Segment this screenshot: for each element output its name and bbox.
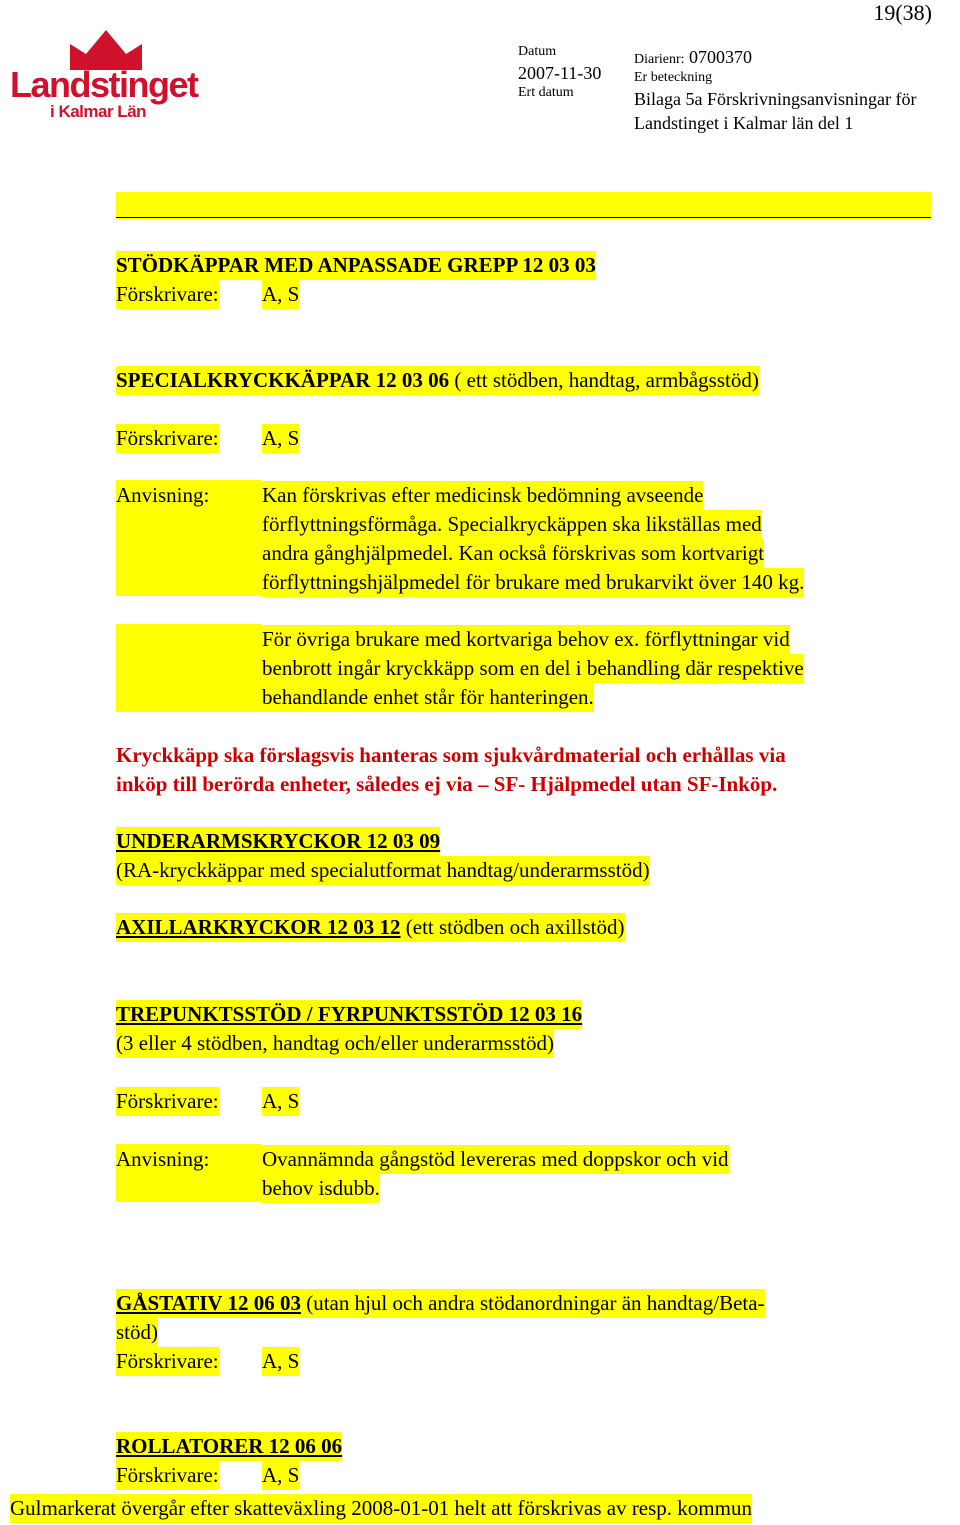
gastativ-heading (116, 1289, 765, 1318)
ert-datum-label: Ert datum (518, 85, 574, 100)
trepunkt-instruction-line: Ovannämnda gångstöd levereras med doppskor och vid (262, 1145, 729, 1174)
underarm-subtitle: (RA-kryckkäppar med specialutformat handtag/underarmsstöd) (116, 856, 650, 885)
special-heading-desc: ( ett stödben, handtag, armbågsstöd) (449, 368, 759, 392)
trepunkt-prescriber-label: Förskrivare: (116, 1087, 219, 1116)
gastativ-prescriber-value: A, S (262, 1347, 299, 1376)
special-instruction-label: Anvisning: (116, 483, 210, 507)
underarm-heading: UNDERARMSKRYCKOR 12 03 09 (116, 827, 440, 856)
stodkappar-prescriber-label: Förskrivare: (116, 280, 219, 309)
datum-label: Datum (518, 44, 557, 59)
gastativ-heading-continued: stöd) (116, 1318, 158, 1347)
page-number: 19(38) (873, 0, 932, 25)
special-note-line: inköp till berörda enheter, således ej via – SF- Hjälpmedel utan SF-Inköp. (116, 772, 778, 796)
special-heading (116, 366, 759, 395)
trepunkt-instruction-label: Anvisning: (116, 1147, 210, 1171)
stodkappar-heading: STÖDKÄPPAR MED ANPASSADE GREPP 12 03 03 (116, 251, 596, 280)
gastativ-heading-desc: (utan hjul och andra stödanordningar än handtag/Beta- (300, 1291, 765, 1315)
top-highlight-bar (116, 192, 931, 219)
special-heading-code: SPECIALKRYCKKÄPPAR 12 03 06 (116, 368, 450, 392)
special-note-line: Kryckkäpp ska förslagsvis hanteras som sjukvårdmaterial och erhållas via (116, 743, 786, 767)
logo-line1: Landstinget (10, 64, 198, 105)
axillar-heading-desc: (ett stödben och axillstöd) (400, 915, 625, 939)
diarienr (634, 45, 752, 72)
logo-line2: i Kalmar Län (50, 102, 147, 121)
special-instruction2-line: benbrott ingår kryckkäpp som en del i behandling där respektive (262, 654, 804, 683)
rollatorer-prescriber-value: A, S (262, 1461, 299, 1490)
top-rule (116, 217, 931, 218)
gastativ-prescriber-label: Förskrivare: (116, 1347, 219, 1376)
gastativ-heading-code: GÅSTATIV 12 06 03 (116, 1291, 301, 1315)
diarienr-value: 0700370 (689, 47, 753, 67)
special-instruction-line: förflyttningsförmåga. Specialkryckäppen ska likställas med (262, 510, 762, 539)
axillar-heading (116, 913, 625, 942)
footer-note: Gulmarkerat övergår efter skatteväxling 2008-01-01 helt att förskrivas av resp. kommun (10, 1494, 752, 1523)
stodkappar-prescriber-value: A, S (262, 280, 299, 309)
trepunkt-heading: TREPUNKTSSTÖD / FYRPUNKTSSTÖD 12 03 16 (116, 1000, 582, 1029)
special-instruction2-line: För övriga brukare med kortvariga behov ex. förflyttningar vid (262, 625, 790, 654)
rollatorer-heading: ROLLATORER 12 06 06 (116, 1432, 342, 1461)
special-prescriber-value: A, S (262, 424, 299, 453)
document-title-line2: Landstinget i Kalmar län del 1 (634, 113, 854, 133)
document-title-line1: Bilaga 5a Förskrivningsanvisningar för (634, 89, 917, 109)
trepunkt-subtitle: (3 eller 4 stödben, handtag och/eller underarmsstöd) (116, 1029, 554, 1058)
trepunkt-instruction-line: behov isdubb. (262, 1174, 380, 1203)
diarienr-label: Diarienr: (634, 52, 685, 67)
axillar-heading-code: AXILLARKRYCKOR 12 03 12 (116, 915, 401, 939)
trepunkt-prescriber-value: A, S (262, 1087, 299, 1116)
special-prescriber-label: Förskrivare: (116, 424, 219, 453)
datum-value: 2007-11-30 (518, 63, 602, 83)
landstinget-logo (10, 28, 200, 124)
er-beteckning-label: Er beteckning (634, 70, 713, 85)
special-instruction-line: förflyttningshjälpmedel för brukare med brukarvikt över 140 kg. (262, 568, 804, 597)
special-instruction-line: andra gånghjälpmedel. Kan också förskrivas som kortvarigt (262, 539, 764, 568)
special-instruction2-bg (116, 624, 262, 712)
rollatorer-prescriber-label: Förskrivare: (116, 1461, 219, 1490)
special-instruction2-line: behandlande enhet står för hanteringen. (262, 683, 594, 712)
special-instruction-line: Kan förskrivas efter medicinsk bedömning avseende (262, 481, 703, 510)
